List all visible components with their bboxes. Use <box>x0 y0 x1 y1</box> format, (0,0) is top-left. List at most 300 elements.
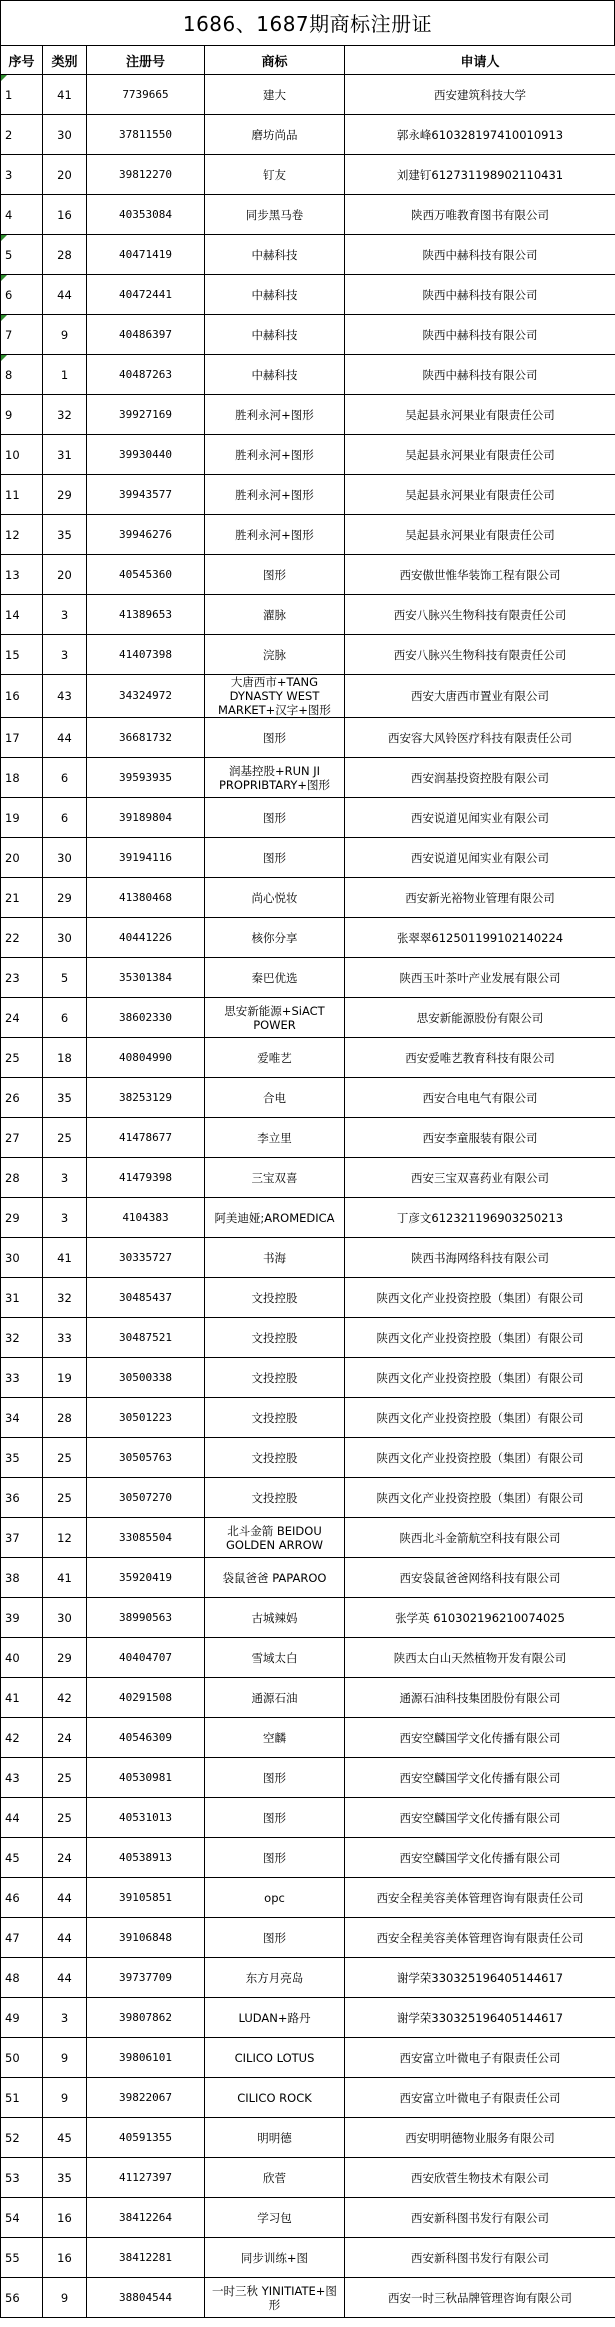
reg-no-cell: 30507270 <box>87 1478 205 1518</box>
seq-cell: 17 <box>1 718 43 758</box>
table-row <box>1 635 615 675</box>
applicant-cell: 西安建筑科技大学 <box>345 75 615 115</box>
reg-no-cell: 40487263 <box>87 355 205 395</box>
seq-cell: 45 <box>1 1838 43 1878</box>
table-row <box>1 2238 615 2278</box>
reg-no-cell: 38412281 <box>87 2238 205 2278</box>
trademark-cell: 合电 <box>205 1078 345 1118</box>
reg-no-cell: 40804990 <box>87 1038 205 1078</box>
trademark-cell: 北斗金箭 BEIDOU GOLDEN ARROW <box>205 1518 345 1558</box>
applicant-cell: 西安八脉兴生物科技有限责任公司 <box>345 635 615 675</box>
trademark-cell: 中赫科技 <box>205 275 345 315</box>
class-cell: 5 <box>43 958 87 998</box>
table-row <box>1 1398 615 1438</box>
reg-no-cell: 30505763 <box>87 1438 205 1478</box>
class-cell: 25 <box>43 1438 87 1478</box>
trademark-cell: 胜利永河+图形 <box>205 515 345 555</box>
applicant-cell: 西安空麟国学文化传播有限公司 <box>345 1758 615 1798</box>
applicant-cell: 陕西玉叶茶叶产业发展有限公司 <box>345 958 615 998</box>
class-cell: 9 <box>43 2078 87 2118</box>
seq-cell: 44 <box>1 1798 43 1838</box>
trademark-cell: 一时三秋 YINITIATE+图形 <box>205 2278 345 2318</box>
class-cell: 35 <box>43 515 87 555</box>
trademark-cell: 同步训练+图 <box>205 2238 345 2278</box>
seq-cell: 41 <box>1 1678 43 1718</box>
applicant-cell: 陕西中赫科技有限公司 <box>345 355 615 395</box>
seq-cell: 12 <box>1 515 43 555</box>
table-row <box>1 918 615 958</box>
applicant-cell: 西安新光裕物业管理有限公司 <box>345 878 615 918</box>
reg-no-cell: 35301384 <box>87 958 205 998</box>
applicant-cell: 刘建钉612731198902110431 <box>345 155 615 195</box>
seq-cell: 39 <box>1 1598 43 1638</box>
table-row <box>1 75 615 115</box>
table-body <box>1 75 615 2318</box>
reg-no-cell: 39593935 <box>87 758 205 798</box>
seq-cell: 6 <box>1 275 43 315</box>
applicant-cell: 西安全程美容美体管理咨询有限责任公司 <box>345 1918 615 1958</box>
class-cell: 35 <box>43 1078 87 1118</box>
class-cell: 44 <box>43 1878 87 1918</box>
applicant-cell: 陕西书海网络科技有限公司 <box>345 1238 615 1278</box>
trademark-cell: 胜利永河+图形 <box>205 475 345 515</box>
applicant-cell: 西安富立叶微电子有限责任公司 <box>345 2038 615 2078</box>
reg-no-cell: 40353084 <box>87 195 205 235</box>
seq-cell: 7 <box>1 315 43 355</box>
applicant-cell: 西安新科图书发行有限公司 <box>345 2198 615 2238</box>
table-row <box>1 315 615 355</box>
trademark-cell: 三宝双喜 <box>205 1158 345 1198</box>
trademark-cell: 胜利永河+图形 <box>205 435 345 475</box>
reg-no-cell: 38253129 <box>87 1078 205 1118</box>
trademark-cell: 文投控股 <box>205 1278 345 1318</box>
reg-no-cell: 39930440 <box>87 435 205 475</box>
seq-cell: 35 <box>1 1438 43 1478</box>
applicant-cell: 吴起县永河果业有限责任公司 <box>345 395 615 435</box>
seq-cell: 5 <box>1 235 43 275</box>
trademark-cell: 中赫科技 <box>205 315 345 355</box>
class-cell: 19 <box>43 1358 87 1398</box>
seq-cell: 46 <box>1 1878 43 1918</box>
class-cell: 12 <box>43 1518 87 1558</box>
trademark-cell: 大唐西市+TANG DYNASTY WEST MARKET+汉字+图形 <box>205 675 345 718</box>
seq-cell: 52 <box>1 2118 43 2158</box>
class-cell: 3 <box>43 1158 87 1198</box>
table-row <box>1 1038 615 1078</box>
table-row <box>1 235 615 275</box>
reg-no-cell: 39943577 <box>87 475 205 515</box>
table-row <box>1 1558 615 1598</box>
applicant-cell: 通源石油科技集团股份有限公司 <box>345 1678 615 1718</box>
seq-cell: 30 <box>1 1238 43 1278</box>
reg-no-cell: 37811550 <box>87 115 205 155</box>
applicant-cell: 陕西文化产业投资控股（集团）有限公司 <box>345 1438 615 1478</box>
table-row <box>1 1718 615 1758</box>
trademark-cell: 李立里 <box>205 1118 345 1158</box>
seq-cell: 28 <box>1 1158 43 1198</box>
table-row <box>1 155 615 195</box>
trademark-cell: 胜利永河+图形 <box>205 395 345 435</box>
seq-cell: 37 <box>1 1518 43 1558</box>
class-cell: 44 <box>43 1918 87 1958</box>
table-row <box>1 878 615 918</box>
reg-no-cell: 39106848 <box>87 1918 205 1958</box>
applicant-cell: 陕西文化产业投资控股（集团）有限公司 <box>345 1358 615 1398</box>
seq-cell: 51 <box>1 2078 43 2118</box>
class-cell: 16 <box>43 195 87 235</box>
trademark-cell: 同步黑马卷 <box>205 195 345 235</box>
table-row <box>1 1678 615 1718</box>
reg-no-cell: 30487521 <box>87 1318 205 1358</box>
class-cell: 3 <box>43 1198 87 1238</box>
table-row <box>1 675 615 718</box>
applicant-cell: 谢学荣330325196405144617 <box>345 1998 615 2038</box>
applicant-cell: 吴起县永河果业有限责任公司 <box>345 435 615 475</box>
seq-cell: 3 <box>1 155 43 195</box>
header-applicant: 申请人 <box>345 46 615 75</box>
table-row <box>1 275 615 315</box>
trademark-cell: 润基控股+RUN JI PROPRIBTARY+图形 <box>205 758 345 798</box>
class-cell: 3 <box>43 1998 87 2038</box>
seq-cell: 20 <box>1 838 43 878</box>
reg-no-cell: 40441226 <box>87 918 205 958</box>
class-cell: 33 <box>43 1318 87 1358</box>
reg-no-cell: 38804544 <box>87 2278 205 2318</box>
table-row <box>1 1238 615 1278</box>
table-row <box>1 515 615 555</box>
class-cell: 29 <box>43 1638 87 1678</box>
class-cell: 45 <box>43 2118 87 2158</box>
table-row <box>1 1278 615 1318</box>
seq-cell: 9 <box>1 395 43 435</box>
applicant-cell: 西安一时三秋品牌管理咨询有限公司 <box>345 2278 615 2318</box>
table-row <box>1 1838 615 1878</box>
seq-cell: 18 <box>1 758 43 798</box>
class-cell: 6 <box>43 998 87 1038</box>
table-row <box>1 1598 615 1638</box>
table-row <box>1 758 615 798</box>
class-cell: 32 <box>43 1278 87 1318</box>
reg-no-cell: 40546309 <box>87 1718 205 1758</box>
table-row <box>1 2078 615 2118</box>
seq-cell: 53 <box>1 2158 43 2198</box>
seq-cell: 50 <box>1 2038 43 2078</box>
reg-no-cell: 41407398 <box>87 635 205 675</box>
class-cell: 16 <box>43 2238 87 2278</box>
class-cell: 32 <box>43 395 87 435</box>
trademark-cell: 东方月亮岛 <box>205 1958 345 1998</box>
reg-no-cell: 30335727 <box>87 1238 205 1278</box>
trademark-cell: LUDAN+路丹 <box>205 1998 345 2038</box>
seq-cell: 56 <box>1 2278 43 2318</box>
table-row <box>1 1758 615 1798</box>
applicant-cell: 陕西文化产业投资控股（集团）有限公司 <box>345 1478 615 1518</box>
seq-cell: 15 <box>1 635 43 675</box>
seq-cell: 4 <box>1 195 43 235</box>
applicant-cell: 西安傲世惟华装饰工程有限公司 <box>345 555 615 595</box>
trademark-cell: 图形 <box>205 1798 345 1838</box>
applicant-cell: 西安合电电气有限公司 <box>345 1078 615 1118</box>
applicant-cell: 西安润基投资控股有限公司 <box>345 758 615 798</box>
reg-no-cell: 40530981 <box>87 1758 205 1798</box>
reg-no-cell: 7739665 <box>87 75 205 115</box>
reg-no-cell: 40471419 <box>87 235 205 275</box>
table-row <box>1 2198 615 2238</box>
seq-cell: 1 <box>1 75 43 115</box>
trademark-cell: 文投控股 <box>205 1398 345 1438</box>
trademark-cell: 图形 <box>205 1758 345 1798</box>
applicant-cell: 西安大唐西市置业有限公司 <box>345 675 615 718</box>
table-row <box>1 958 615 998</box>
class-cell: 44 <box>43 275 87 315</box>
trademark-cell: 文投控股 <box>205 1438 345 1478</box>
trademark-cell: 明明德 <box>205 2118 345 2158</box>
table-row <box>1 595 615 635</box>
reg-no-cell: 41380468 <box>87 878 205 918</box>
applicant-cell: 陕西中赫科技有限公司 <box>345 275 615 315</box>
trademark-cell: 建大 <box>205 75 345 115</box>
table-row <box>1 718 615 758</box>
applicant-cell: 陕西万唯教育图书有限公司 <box>345 195 615 235</box>
class-cell: 42 <box>43 1678 87 1718</box>
table-row <box>1 798 615 838</box>
class-cell: 44 <box>43 718 87 758</box>
seq-cell: 27 <box>1 1118 43 1158</box>
trademark-cell: 图形 <box>205 1838 345 1878</box>
reg-no-cell: 39806101 <box>87 2038 205 2078</box>
table-row <box>1 2038 615 2078</box>
table-row <box>1 2278 615 2318</box>
seq-cell: 34 <box>1 1398 43 1438</box>
seq-cell: 25 <box>1 1038 43 1078</box>
applicant-cell: 陕西文化产业投资控股（集团）有限公司 <box>345 1278 615 1318</box>
applicant-cell: 郭永峰610328197410010913 <box>345 115 615 155</box>
trademark-cell: 图形 <box>205 555 345 595</box>
trademark-cell: 图形 <box>205 718 345 758</box>
reg-no-cell: 33085504 <box>87 1518 205 1558</box>
seq-cell: 24 <box>1 998 43 1038</box>
class-cell: 41 <box>43 1558 87 1598</box>
seq-cell: 8 <box>1 355 43 395</box>
table-row <box>1 1918 615 1958</box>
trademark-cell: opc <box>205 1878 345 1918</box>
table-row <box>1 1078 615 1118</box>
class-cell: 25 <box>43 1478 87 1518</box>
trademark-cell: 古城辣妈 <box>205 1598 345 1638</box>
class-cell: 29 <box>43 878 87 918</box>
reg-no-cell: 35920419 <box>87 1558 205 1598</box>
applicant-cell: 西安空麟国学文化传播有限公司 <box>345 1838 615 1878</box>
seq-cell: 21 <box>1 878 43 918</box>
table-row <box>1 1478 615 1518</box>
reg-no-cell: 39189804 <box>87 798 205 838</box>
seq-cell: 47 <box>1 1918 43 1958</box>
class-cell: 41 <box>43 75 87 115</box>
class-cell: 6 <box>43 758 87 798</box>
table-row <box>1 1318 615 1358</box>
applicant-cell: 陕西文化产业投资控股（集团）有限公司 <box>345 1318 615 1358</box>
seq-cell: 36 <box>1 1478 43 1518</box>
class-cell: 28 <box>43 1398 87 1438</box>
class-cell: 41 <box>43 1238 87 1278</box>
class-cell: 3 <box>43 635 87 675</box>
class-cell: 6 <box>43 798 87 838</box>
table-row <box>1 838 615 878</box>
class-cell: 29 <box>43 475 87 515</box>
reg-no-cell: 40291508 <box>87 1678 205 1718</box>
trademark-cell: 尚心悦妆 <box>205 878 345 918</box>
class-cell: 16 <box>43 2198 87 2238</box>
trademark-cell: 磨坊尚品 <box>205 115 345 155</box>
seq-cell: 40 <box>1 1638 43 1678</box>
class-cell: 43 <box>43 675 87 718</box>
class-cell: 24 <box>43 1718 87 1758</box>
trademark-cell: 文投控股 <box>205 1358 345 1398</box>
trademark-cell: 钉友 <box>205 155 345 195</box>
reg-no-cell: 41389653 <box>87 595 205 635</box>
class-cell: 35 <box>43 2158 87 2198</box>
class-cell: 44 <box>43 1958 87 1998</box>
table-row <box>1 555 615 595</box>
trademark-cell: 文投控股 <box>205 1478 345 1518</box>
trademark-cell: 爱唯艺 <box>205 1038 345 1078</box>
applicant-cell: 谢学荣330325196405144617 <box>345 1958 615 1998</box>
seq-cell: 2 <box>1 115 43 155</box>
table-row <box>1 1878 615 1918</box>
trademark-cell: 核你分享 <box>205 918 345 958</box>
trademark-cell: 文投控股 <box>205 1318 345 1358</box>
seq-cell: 23 <box>1 958 43 998</box>
trademark-cell: CILICO ROCK <box>205 2078 345 2118</box>
trademark-cell: 思安新能源+SiACT POWER <box>205 998 345 1038</box>
trademark-cell: 中赫科技 <box>205 235 345 275</box>
seq-cell: 10 <box>1 435 43 475</box>
reg-no-cell: 40531013 <box>87 1798 205 1838</box>
class-cell: 30 <box>43 1598 87 1638</box>
class-cell: 3 <box>43 595 87 635</box>
class-cell: 25 <box>43 1798 87 1838</box>
applicant-cell: 陕西文化产业投资控股（集团）有限公司 <box>345 1398 615 1438</box>
reg-no-cell: 39807862 <box>87 1998 205 2038</box>
reg-no-cell: 38412264 <box>87 2198 205 2238</box>
seq-cell: 55 <box>1 2238 43 2278</box>
trademark-cell: 浣脉 <box>205 635 345 675</box>
trademark-cell: 图形 <box>205 838 345 878</box>
applicant-cell: 张翠翠612501199102140224 <box>345 918 615 958</box>
class-cell: 25 <box>43 1118 87 1158</box>
reg-no-cell: 30485437 <box>87 1278 205 1318</box>
reg-no-cell: 40472441 <box>87 275 205 315</box>
class-cell: 20 <box>43 555 87 595</box>
class-cell: 9 <box>43 2038 87 2078</box>
seq-cell: 32 <box>1 1318 43 1358</box>
trademark-cell: 雪域太白 <box>205 1638 345 1678</box>
class-cell: 25 <box>43 1758 87 1798</box>
class-cell: 30 <box>43 838 87 878</box>
reg-no-cell: 40538913 <box>87 1838 205 1878</box>
seq-cell: 43 <box>1 1758 43 1798</box>
table-row <box>1 395 615 435</box>
table-row <box>1 1198 615 1238</box>
header-trademark: 商标 <box>205 46 345 75</box>
seq-cell: 29 <box>1 1198 43 1238</box>
applicant-cell: 陕西中赫科技有限公司 <box>345 235 615 275</box>
class-cell: 1 <box>43 355 87 395</box>
applicant-cell: 西安八脉兴生物科技有限责任公司 <box>345 595 615 635</box>
seq-cell: 48 <box>1 1958 43 1998</box>
seq-cell: 38 <box>1 1558 43 1598</box>
trademark-cell: 阿美迪娅;AROMEDICA <box>205 1198 345 1238</box>
seq-cell: 42 <box>1 1718 43 1758</box>
class-cell: 24 <box>43 1838 87 1878</box>
trademark-cell: 袋鼠爸爸 PAPAROO <box>205 1558 345 1598</box>
header-class: 类别 <box>43 46 87 75</box>
page-title: 1686、1687期商标注册证 <box>0 0 615 45</box>
table-row <box>1 1358 615 1398</box>
table-row <box>1 195 615 235</box>
applicant-cell: 西安欣菅生物技术有限公司 <box>345 2158 615 2198</box>
applicant-cell: 西安容大风铃医疗科技有限责任公司 <box>345 718 615 758</box>
applicant-cell: 陕西北斗金箭航空科技有限公司 <box>345 1518 615 1558</box>
reg-no-cell: 34324972 <box>87 675 205 718</box>
applicant-cell: 西安全程美容美体管理咨询有限责任公司 <box>345 1878 615 1918</box>
applicant-cell: 西安明明德物业服务有限公司 <box>345 2118 615 2158</box>
applicant-cell: 西安三宝双喜药业有限公司 <box>345 1158 615 1198</box>
table-row <box>1 1518 615 1558</box>
applicant-cell: 西安说道见闻实业有限公司 <box>345 838 615 878</box>
table-row <box>1 1798 615 1838</box>
table-row <box>1 2158 615 2198</box>
trademark-cell: 空麟 <box>205 1718 345 1758</box>
seq-cell: 33 <box>1 1358 43 1398</box>
table-row <box>1 1438 615 1478</box>
reg-no-cell: 40404707 <box>87 1638 205 1678</box>
table-row <box>1 475 615 515</box>
seq-cell: 16 <box>1 675 43 718</box>
class-cell: 9 <box>43 315 87 355</box>
seq-cell: 11 <box>1 475 43 515</box>
applicant-cell: 西安李童服装有限公司 <box>345 1118 615 1158</box>
seq-cell: 22 <box>1 918 43 958</box>
table-row <box>1 435 615 475</box>
table-row <box>1 115 615 155</box>
reg-no-cell: 4104383 <box>87 1198 205 1238</box>
table-row <box>1 1158 615 1198</box>
applicant-cell: 西安富立叶微电子有限责任公司 <box>345 2078 615 2118</box>
applicant-cell: 陕西中赫科技有限公司 <box>345 315 615 355</box>
applicant-cell: 西安袋鼠爸爸网络科技有限公司 <box>345 1558 615 1598</box>
applicant-cell: 西安空麟国学文化传播有限公司 <box>345 1718 615 1758</box>
table-row <box>1 355 615 395</box>
seq-cell: 49 <box>1 1998 43 2038</box>
table-row <box>1 1998 615 2038</box>
class-cell: 18 <box>43 1038 87 1078</box>
applicant-cell: 吴起县永河果业有限责任公司 <box>345 515 615 555</box>
reg-no-cell: 30500338 <box>87 1358 205 1398</box>
applicant-cell: 吴起县永河果业有限责任公司 <box>345 475 615 515</box>
trademark-cell: CILICO LOTUS <box>205 2038 345 2078</box>
reg-no-cell: 40486397 <box>87 315 205 355</box>
trademark-cell: 书海 <box>205 1238 345 1278</box>
applicant-cell: 思安新能源股份有限公司 <box>345 998 615 1038</box>
table-row <box>1 1958 615 1998</box>
applicant-cell: 西安空麟国学文化传播有限公司 <box>345 1798 615 1838</box>
reg-no-cell: 36681732 <box>87 718 205 758</box>
table-row <box>1 998 615 1038</box>
reg-no-cell: 41479398 <box>87 1158 205 1198</box>
reg-no-cell: 38990563 <box>87 1598 205 1638</box>
reg-no-cell: 39812270 <box>87 155 205 195</box>
